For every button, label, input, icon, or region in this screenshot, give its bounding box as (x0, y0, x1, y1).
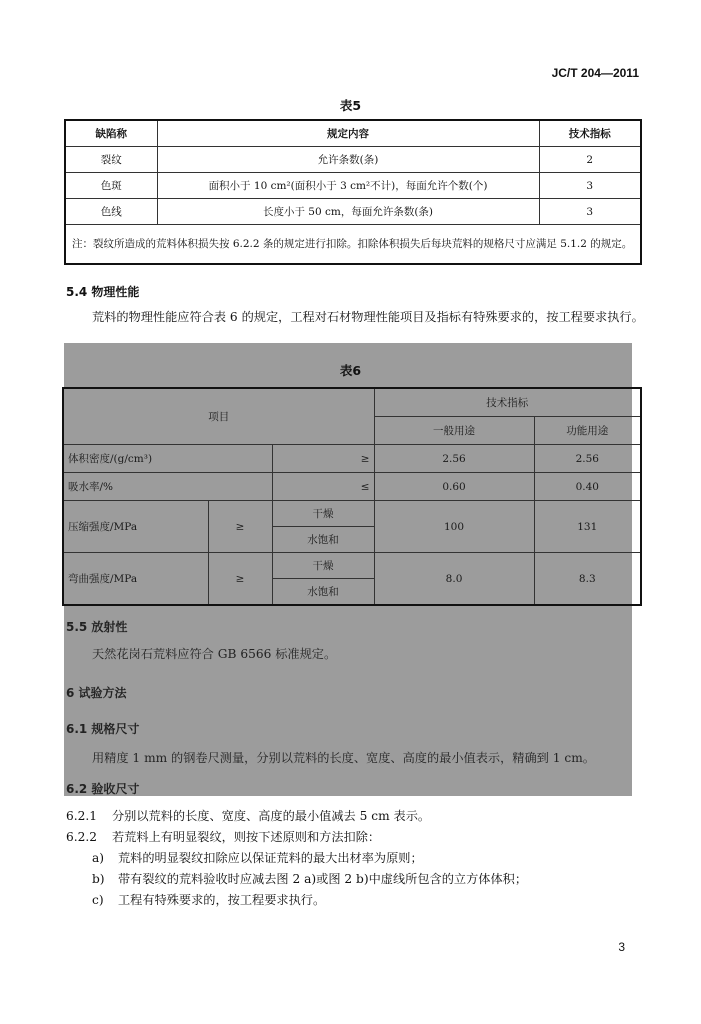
defect-table (64, 119, 642, 265)
clause-number: 6.2.2 (66, 830, 98, 844)
table-cell: 0.60 (374, 473, 534, 501)
header-tech-index: 技术指标 (374, 388, 641, 417)
table-note: 注：裂纹所造成的荒料体积损失按 6.2.2 条的规定进行扣除。扣除体积损失后每块荒料的规格尺寸应满足 5.1.2 的规定。 (65, 225, 641, 265)
physical-properties-table (62, 387, 642, 606)
list-item: 荒料的明显裂纹扣除应以保证荒料的最大出材率为原则； (118, 851, 423, 865)
header-defect: 缺陷称 (65, 120, 157, 147)
header-index: 技术指标 (539, 120, 641, 147)
row-symbol: ≤ (272, 473, 374, 501)
table-cell: 裂纹 (65, 147, 157, 173)
section-heading-6-2: 6.2 验收尺寸 (66, 782, 140, 796)
table-cell: 面积小于 10 cm²(面积小于 3 cm²不计)，每面允许个数(个) (157, 173, 539, 199)
condition-dry: 干燥 (272, 501, 374, 527)
table-note-row (65, 225, 641, 265)
section-heading-5-4: 5.4 物理性能 (66, 285, 140, 299)
table-cell: 长度小于 50 cm，每面允许条数(条) (157, 199, 539, 225)
list-marker: a) (92, 851, 105, 865)
table-header-row (65, 120, 641, 147)
row-symbol: ≥ (208, 501, 272, 553)
condition-saturated: 水饱和 (272, 579, 374, 606)
table-cell: 8.3 (534, 553, 641, 606)
page-number: 3 (618, 940, 625, 954)
list-item: 带有裂纹的荒料验收时应减去图 2 a)或图 2 b)中虚线所包含的立方体体积； (118, 872, 528, 886)
document-id: JC/T 204—2011 (551, 66, 639, 80)
row-label-density: 体积密度/(g/cm³) (63, 445, 272, 473)
section-heading-6-1: 6.1 规格尺寸 (66, 722, 140, 736)
clause-text: 若荒料上有明显裂纹，则按下述原则和方法扣除： (112, 830, 381, 844)
table-row (63, 501, 641, 527)
table-row (65, 173, 641, 199)
table6-caption: 表6 (339, 363, 362, 378)
clause-text: 分别以荒料的长度、宽度、高度的最小值减去 5 cm 表示。 (112, 809, 431, 823)
list-marker: b) (92, 872, 105, 886)
table-cell: 8.0 (374, 553, 534, 606)
table-cell: 3 (539, 173, 641, 199)
table-cell: 131 (534, 501, 641, 553)
section-body-5-5: 天然花岗石荒料应符合 GB 6566 标准规定。 (92, 647, 337, 661)
section-heading-5-5: 5.5 放射性 (66, 620, 128, 634)
row-label-flexural: 弯曲强度/MPa (63, 553, 208, 606)
list-item: 工程有特殊要求的，按工程要求执行。 (118, 893, 326, 907)
section-body-5-4: 荒料的物理性能应符合表 6 的规定，工程对石材物理性能项目及指标有特殊要求的，按工程要求执行。 (92, 310, 644, 324)
header-general-use: 一般用途 (374, 417, 534, 445)
table-header-row (63, 388, 641, 417)
table-cell: 2.56 (374, 445, 534, 473)
table-row (63, 445, 641, 473)
header-content: 规定内容 (157, 120, 539, 147)
table-cell: 0.40 (534, 473, 641, 501)
table-cell: 2 (539, 147, 641, 173)
condition-dry: 干燥 (272, 553, 374, 579)
table-cell: 3 (539, 199, 641, 225)
table-cell: 色斑 (65, 173, 157, 199)
section-body-6-1: 用精度 1 mm 的钢卷尺测量，分别以荒料的长度、宽度、高度的最小值表示，精确到 1 cm。 (92, 751, 595, 765)
row-symbol: ≥ (272, 445, 374, 473)
table5-caption: 表5 (339, 98, 362, 113)
clause-number: 6.2.1 (66, 809, 98, 823)
table-row (65, 147, 641, 173)
table-cell: 色线 (65, 199, 157, 225)
row-symbol: ≥ (208, 553, 272, 606)
table-cell: 2.56 (534, 445, 641, 473)
table-row (63, 473, 641, 501)
row-label-absorption: 吸水率/% (63, 473, 272, 501)
table-cell: 100 (374, 501, 534, 553)
table-row (63, 553, 641, 579)
header-item: 项目 (63, 388, 374, 445)
section-heading-6: 6 试验方法 (66, 686, 127, 700)
row-label-compressive: 压缩强度/MPa (63, 501, 208, 553)
table-cell: 允许条数(条) (157, 147, 539, 173)
condition-saturated: 水饱和 (272, 527, 374, 553)
table-row (65, 199, 641, 225)
header-functional-use: 功能用途 (534, 417, 641, 445)
list-marker: c) (92, 893, 104, 907)
